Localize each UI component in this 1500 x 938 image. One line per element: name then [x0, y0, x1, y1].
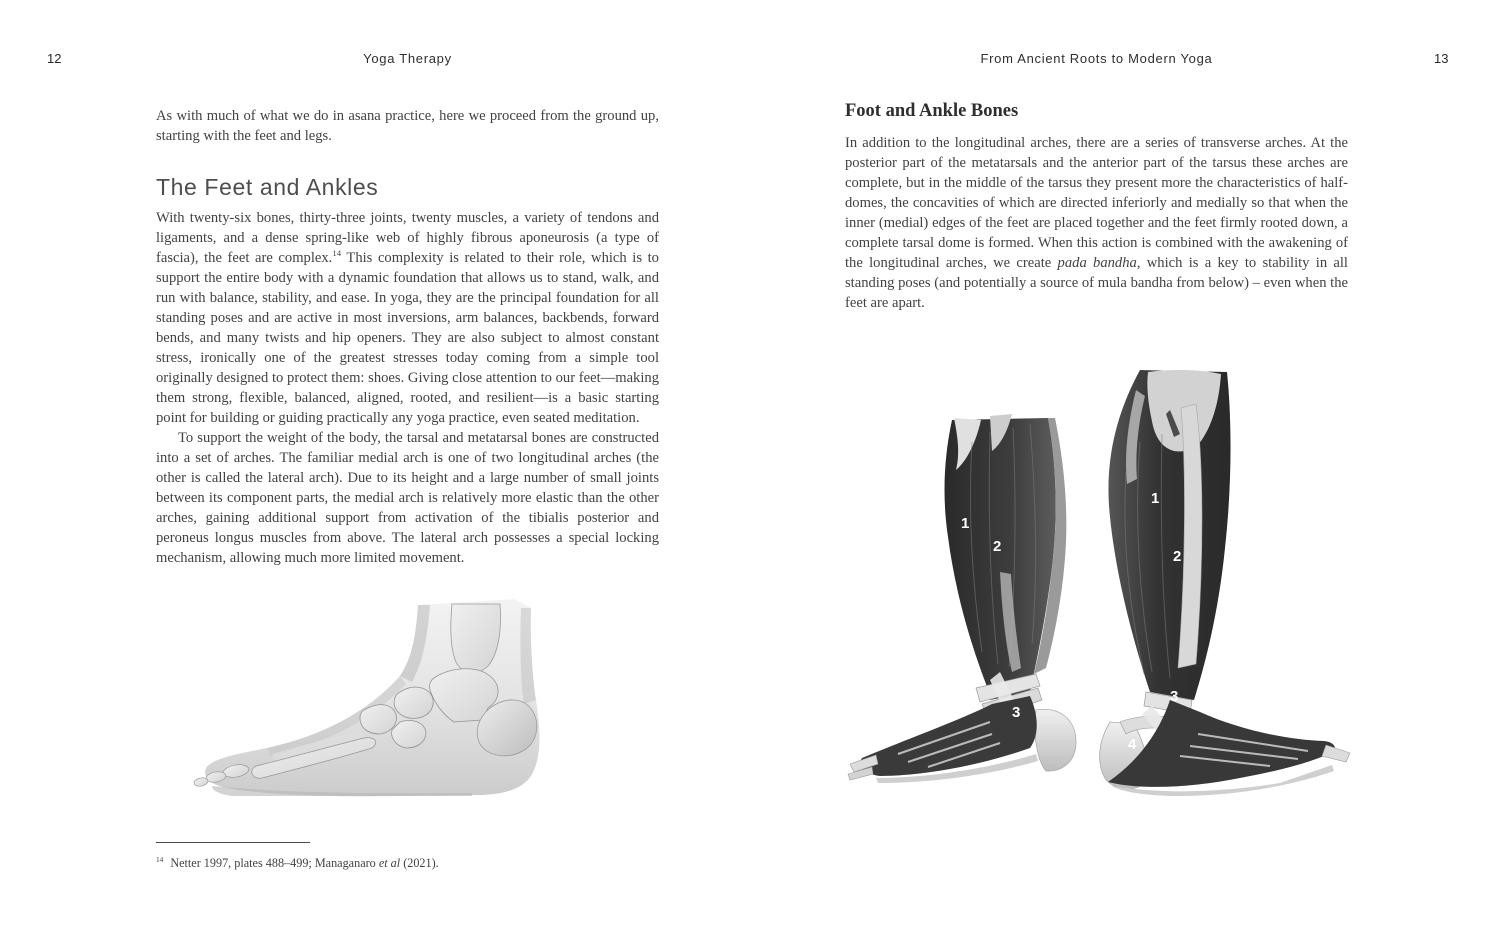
right-paragraph-after-italic: , which is a key to stability in all standing poses (and potentially a source of mula bandha from below) – even when the feet are apart. — [845, 255, 1348, 311]
paragraph-1-after-footnote: This complexity is related to their role, which is to support the entire body with a dynamic foundation that allows us to stand, walk, and run with balance, stability, and ease. In yoga, they are the principal foundation for all standing poses and are active in most inversions, arm balances, backbends, forward bends, and many twists and hip openers. They are also subject to almost constant stress, ironically one of the greatest stresses today coming from a simple tool originally designed to protect them: shoes. Giving close attention to our feet—making them strong, flexible, balanced, aligned, rooted, and resilient—is a basic starting point for building or guiding practically any yoga practice, even seated meditation. — [156, 250, 659, 426]
foot-bones-figure — [172, 590, 564, 805]
cuneiform-bone — [360, 705, 396, 734]
right-paragraph-before-italic: In addition to the longitudinal arches, there are a series of transverse arches. At the posterior part of the metatarsals and the anterior part of the tarsus these arches are complete, but in the middle of the tarsus they present more the characteristics of half-domes, the concavities of which are directed inferiorly and medially so that when the inner (medial) edges of the feet are placed together and the feet firmly rooted down, a complete tarsal dome is formed. When this action is combined with the awakening of the longitudinal arches, we create — [845, 135, 1348, 271]
heel-achilles-area — [1035, 709, 1076, 771]
footnote-text-italic: et al — [378, 856, 401, 870]
figure-label-5: 2 — [1173, 548, 1182, 565]
left-page-number: 12 — [47, 51, 62, 66]
figure-label-4: 1 — [1151, 490, 1160, 507]
footnote-text-after: (2021). — [400, 856, 439, 870]
right-running-head: From Ancient Roots to Modern Yoga — [980, 51, 1213, 66]
medial-toes — [1322, 745, 1350, 762]
lower-leg-muscles-figure — [840, 362, 1360, 802]
left-running-head: Yoga Therapy — [363, 51, 452, 66]
left-body-text — [156, 208, 659, 568]
footnote-marker: 14 — [156, 854, 164, 864]
leg-medial-view — [1100, 370, 1350, 796]
right-page-number: 13 — [1434, 51, 1449, 66]
right-paragraph-italic: pada bandha — [1057, 255, 1137, 271]
right-body-text — [845, 133, 1348, 313]
leg-lateral-view — [848, 414, 1076, 783]
footnote-rule — [156, 842, 310, 843]
figure-label-1: 1 — [961, 515, 970, 532]
paragraph-1-before-footnote: With twenty-six bones, thirty-three joints, twenty muscles, a variety of tendons and ligaments, and a dense spring-like web of highly fibrous aponeurosis (a type of fascia), the feet are complex. — [156, 210, 659, 266]
figure-label-3: 3 — [1012, 704, 1021, 721]
figure-label-6: 3 — [1170, 688, 1179, 705]
footnote-text-before: Netter 1997, plates 488–499; Managanaro — [170, 856, 379, 870]
paragraph-transverse-arches — [845, 133, 1348, 313]
footnote-reference: 14 — [332, 248, 342, 259]
paragraph-feet-complexity — [156, 208, 659, 428]
intro-paragraph-text: As with much of what we do in asana practice, here we proceed from the ground up, starting with the feet and legs. — [156, 108, 659, 144]
left-section-heading: The Feet and Ankles — [156, 174, 379, 200]
figure-label-7: 4 — [1128, 736, 1137, 753]
figure-label-2: 2 — [993, 538, 1002, 555]
intro-paragraph — [156, 106, 659, 146]
footnote — [156, 855, 659, 871]
leg-back-shading — [520, 608, 536, 704]
paragraph-arches: To support the weight of the body, the tarsal and metatarsal bones are constructed into a set of arches. The familiar medial arch is one of two longitudinal arches (the other is called the lateral arch). Due to its height and a large number of small joints between its component parts, the medial arch is relatively more elastic than the other arches, gaining additional support from activation of the tibialis posterior and peroneus longus muscles from above. The lateral arch possesses a special locking mechanism, allowing much more limited movement. — [156, 430, 659, 566]
right-section-heading: Foot and Ankle Bones — [845, 101, 1019, 121]
navicular-bone — [394, 687, 433, 718]
